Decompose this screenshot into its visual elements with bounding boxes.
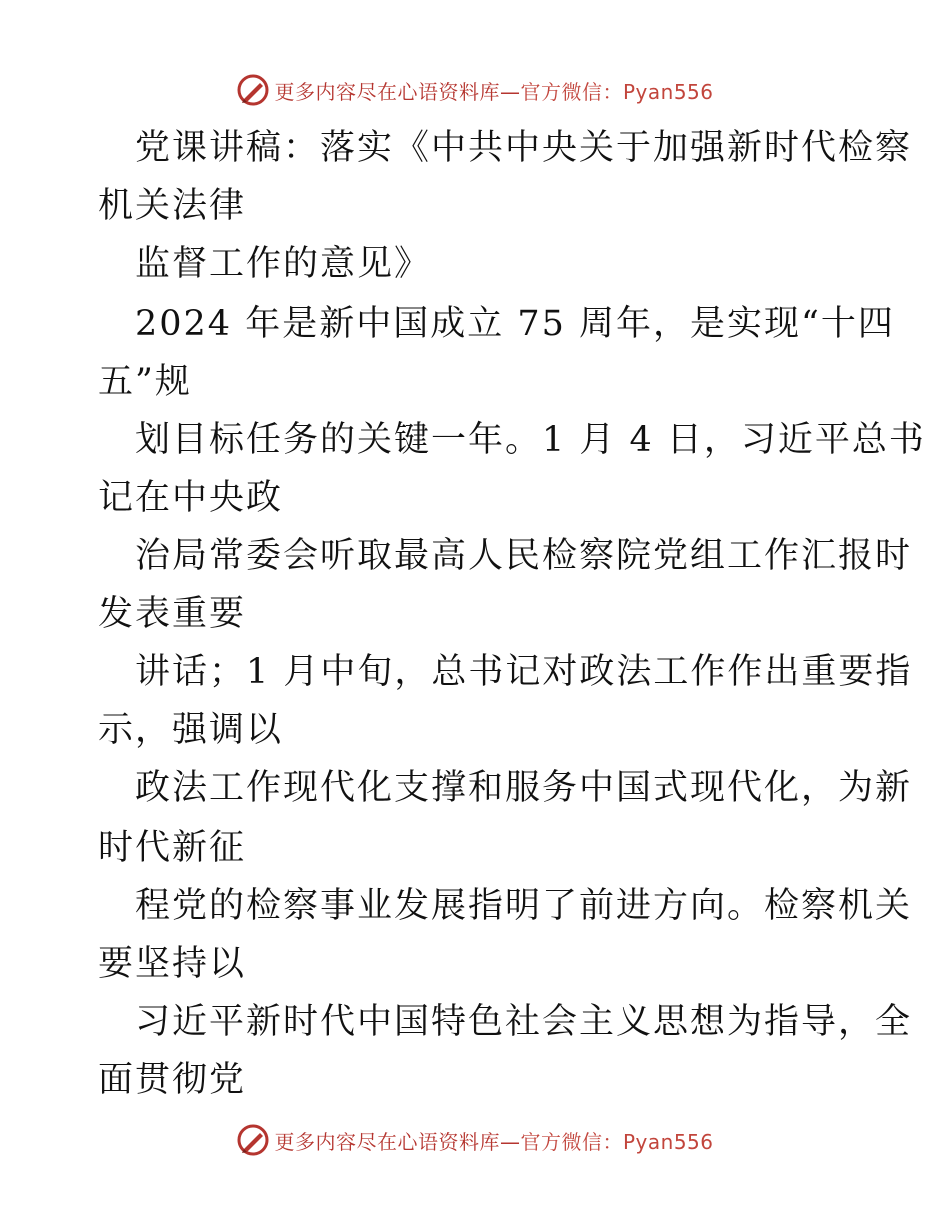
watermark-separator: —: [499, 1129, 521, 1154]
doc-line: 程党的检察事业发展指明了前进方向。检察机关: [135, 886, 913, 926]
doc-line: 治局常委会听取最高人民检察院党组工作汇报时: [135, 536, 913, 576]
doc-line: 习近平新时代中国特色社会主义思想为指导，全: [135, 1002, 913, 1042]
doc-line: 发表重要: [98, 594, 247, 634]
doc-line: 时代新征: [98, 828, 247, 868]
watermark-wechat-label: 官方微信：: [520, 79, 623, 104]
watermark-text: [274, 76, 713, 105]
pen-logo-icon: [236, 73, 270, 107]
watermark-wechat-id: Pyan556: [622, 79, 714, 104]
doc-line: 党课讲稿：落实《中共中央关于加强新时代检察: [135, 128, 913, 168]
doc-line: 要坚持以: [98, 944, 247, 984]
watermark-text: [274, 1126, 713, 1155]
doc-line: 划目标任务的关键一年。1 月 4 日，习近平总书: [135, 420, 926, 460]
doc-line: 示，强调以: [98, 710, 284, 750]
doc-line: 面贯彻党: [98, 1060, 247, 1100]
watermark-separator: —: [499, 79, 521, 104]
pen-logo-icon: [236, 1123, 270, 1157]
doc-line: 机关法律: [98, 186, 247, 226]
doc-line: 政法工作现代化支撑和服务中国式现代化，为新: [135, 768, 913, 808]
doc-line: 监督工作的意见》: [135, 244, 432, 284]
watermark-brand: 更多内容尽在心语资料库: [274, 79, 500, 104]
doc-line: 2024 年是新中国成立 75 周年，是实现“十四: [135, 304, 895, 344]
header-watermark: [0, 70, 950, 110]
footer-watermark: [0, 1120, 950, 1160]
doc-line: 讲话；1 月中旬，总书记对政法工作作出重要指: [135, 652, 913, 692]
doc-line: 五”规: [98, 362, 192, 402]
watermark-wechat-id: Pyan556: [622, 1129, 714, 1154]
doc-line: 记在中央政: [98, 478, 284, 518]
watermark-brand: 更多内容尽在心语资料库: [274, 1129, 500, 1154]
watermark-wechat-label: 官方微信：: [520, 1129, 623, 1154]
